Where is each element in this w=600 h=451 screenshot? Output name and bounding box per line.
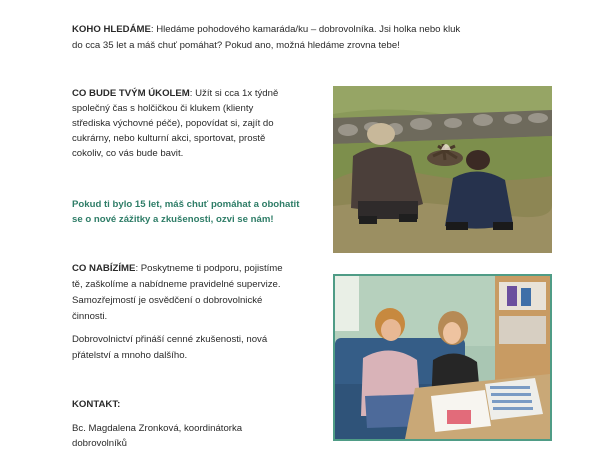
ukol-line5: cokoliv, co vás bude bavit. <box>72 148 184 159</box>
ukol-text-1: : Užít si cca 1x týdně <box>189 88 279 99</box>
kontakt-line2: dobrovolníků <box>72 438 127 449</box>
kontakt-heading: KONTAKT: <box>72 399 121 410</box>
ukol-line3: střediska výchovné péče), popovídat si, zajít do <box>72 118 274 129</box>
ukol-heading: CO BUDE TVÝM ÚKOLEM <box>72 88 190 99</box>
nabizime-para2-line2: přátelství a mnoho dalšího. <box>72 350 188 361</box>
koho-heading: KOHO HLEDÁME <box>72 24 151 35</box>
koho-line2: do cca 35 let a máš chuť pomáhat? Pokud ano, možná hledáme zrovna tebe! <box>72 40 400 51</box>
call-line1: Pokud ti bylo 15 let, máš chuť pomáhat a obohatit <box>72 199 300 210</box>
campfire-photo <box>333 86 552 253</box>
ukol-line2: společný čas s holčičkou či klukem (klienty <box>72 103 254 114</box>
nabizime-line1 <box>72 261 283 276</box>
call-line2: se o nové zážitky a zkušenosti, ozvi se nám! <box>72 214 274 225</box>
nabizime-line4: činnosti. <box>72 311 108 322</box>
kontakt-line1: Bc. Magdalena Zronková, koordinátorka <box>72 423 243 434</box>
nabizime-line3: Samozřejmostí je osvědčení o dobrovolnické <box>72 295 263 306</box>
nabizime-para2-line1: Dobrovolnictví přináší cenné zkušenosti, nová <box>72 334 268 345</box>
ukol-line4: cukrárny, nebo kulturní akci, sportovat, prostě <box>72 133 266 144</box>
koho-line1 <box>72 22 460 37</box>
nabizime-heading: CO NABÍZÍME <box>72 263 136 274</box>
koho-text-1: : Hledáme pohodového kamaráda/ku – dobrovolníka. Jsi holka nebo kluk <box>150 24 461 35</box>
nabizime-text-1: : Poskytneme ti podporu, pojistíme <box>135 263 283 274</box>
nabizime-line2: tě, zaškolíme a nabídneme pravidelné supervize. <box>72 279 281 290</box>
ukol-line1 <box>72 86 278 101</box>
meeting-photo <box>333 274 552 441</box>
